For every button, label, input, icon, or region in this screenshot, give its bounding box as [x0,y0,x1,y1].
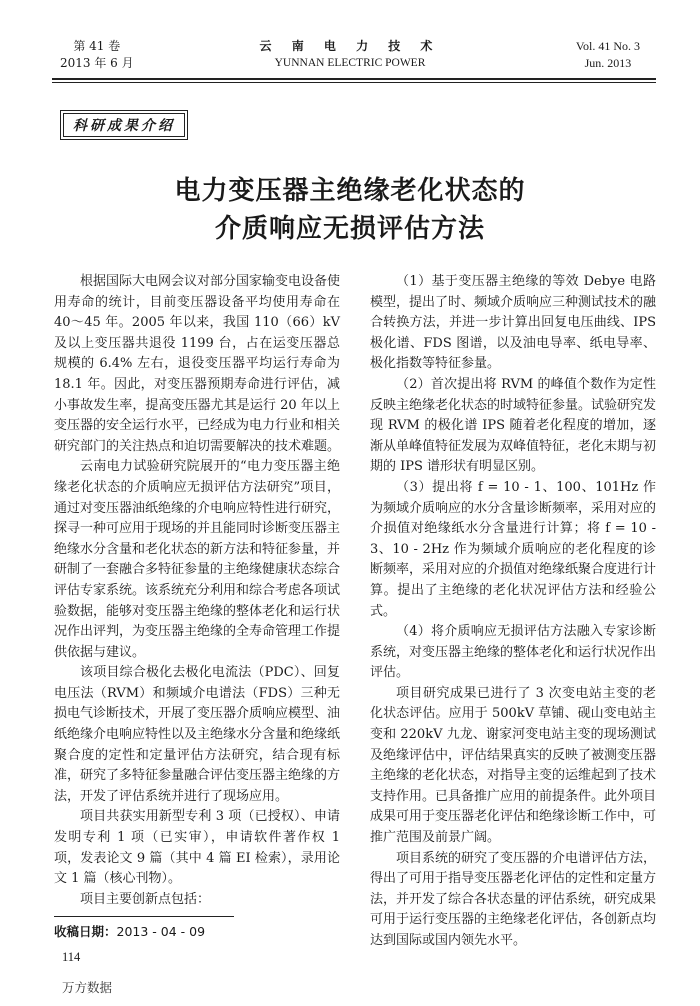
paragraph: 根据国际大电网会议对部分国家输变电设备使用寿命的统计，目前变压器设备平均使用寿命在 40～45 年。2005 年以来，我国 110（66）kV 及以上变压器共退役 1199 台，占在运变压器总规模的 6.4% 左右，退役变压器平均运行寿命为 18.1 年。因此，对变压器预期寿命进行评估，减小事故发生率，提高变压器尤其是运行 20 年以上变压器的安全运行水平，已经成为电力行业和相关研究部门的关注热点和迫切需要解决的技术难题。 [54,274,341,454]
header-journal-en: YUNNAN ELECTRIC POWER [274,57,426,69]
header-volume: 第 41 卷 [73,39,121,53]
paragraph: （4）将介质响应无损评估方法融入专家诊断系统，对变压器主绝缘的整体老化和运行状况作出评估。 [370,624,657,681]
header-month: Jun. 2013 [584,56,632,70]
paragraph: 云南电力试验研究院展开的“电力变压器主绝缘老化状态的介质响应无损评估方法研究”项目，通过对变压器油纸绝缘的介电响应特性进行研究，探寻一种可应用于现场的并且能同时诊断变压器主绝缘水分含量和老化状态的新方法和特征参量，并研制了一套融合多特征参量的主绝缘健康状态综合评估专家系统。该系统充分利用和综合考虑各项试验数据，能够对变压器主绝缘的整体老化和运行状况作出评判，为变压器主绝缘的全寿命管理工作提供依据与建议。 [54,459,341,660]
header-vol-no: Vol. 41 No. 3 [575,39,640,53]
paragraph: （3）提出将 f = 10 - 1、100、101Hz 作为频域介质响应的水分含量诊断频率，采用对应的介损值对绝缘纸水分含量进行计算；将 f = 10 - 3、10 - 2Hz 作为频域介质响应的老化程度的诊断频率，采用对应的介损值对绝缘纸聚合度进行计算。提出了主绝缘的老化状况评估方法和经验公式。 [370,479,657,619]
header-journal-cn: 云 南 电 力 技 术 [259,39,441,53]
article-title [0,172,700,248]
body-column-left [54,272,340,910]
footnote-rule [54,916,234,917]
header-issue-block [576,38,640,72]
footnote-label: 收稿日期： [54,924,117,939]
paragraph: （2）首次提出将 RVM 的峰值个数作为定性反映主绝缘老化状态的时域特征参量。试验研究发现 RVM 的极化谱 IPS 随着老化程度的增加，逐渐从单峰值特征发展为双峰值特征，老化末期与初期的 IPS 谱形状有明显区别。 [370,376,657,475]
paragraph: 项目共获实用新型专利 3 项（已授权）、申请发明专利 1 项（已实审），申请软件著作权 1 项，发表论文 9 篇（其中 4 篇 EI 检索），录用论文 1 篇（核心刊物）。 [54,809,340,887]
paragraph: 项目系统的研究了变压器的介电谱评估方法，得出了可用于指导变压器老化评估的定性和定量方法，并开发了综合各状态量的评估系统，研究成果可用于运行变压器的主绝缘老化评估，各创新点均达到国际或国内领先水平。 [370,850,657,948]
paragraph: 项目主要创新点包括： [80,891,211,907]
footnote-date: 2013 - 04 - 09 [116,924,206,939]
title-line-2: 介质响应无损评估方法 [214,214,485,244]
title-line-1: 电力变压器主绝缘老化状态的 [174,176,526,206]
paragraph: 项目研究成果已进行了 3 次变电站主变的老化状态评估。应用于 500kV 草铺、砚山变电站主变和 220kV 九龙、谢家河变电站主变的现场测试及绝缘评估中，评估结果真实的反映了被测变压器主绝缘的老化状态，对指导主变的运维起到了技术支持作用。已具备推广应用的前提条件。此外项目成果可用于变压器老化评估和绝缘诊断工作中，可推广范围及前景广阔。 [370,685,657,846]
watermark: 万方数据 [62,980,113,995]
paragraph: （1）基于变压器主绝缘的等效 Debye 电路模型，提出了时、频域介质响应三种测试技术的融合转换方法，并进一步计算出回复电压曲线、IPS 极化谱、FDS 图谱，以及油电导率、纸电导率、极化指数等特征参量。 [370,274,657,372]
paragraph: 该项目综合极化去极化电流法（PDC）、回复电压法（RVM）和频域介电谱法（FDS）三种无损电气诊断技术，开展了变压器介质响应模型、油纸绝缘介电响应特性以及主绝缘水分含量和绝缘纸聚合度的定性和定量评估方法研究，结合现有标准，研究了多特征参量融合评估变压器主绝缘的方法，开发了评估系统并进行了现场应用。 [54,665,341,804]
section-label: 科研成果介绍 [63,113,185,137]
section-label-box [60,110,188,140]
header-date: 2013 年 6 月 [60,56,134,70]
body-column-right [370,272,656,952]
header-rule-thick [52,78,656,80]
header-rule-thin [52,82,656,83]
page-number: 114 [62,950,81,964]
footnote [54,922,205,940]
